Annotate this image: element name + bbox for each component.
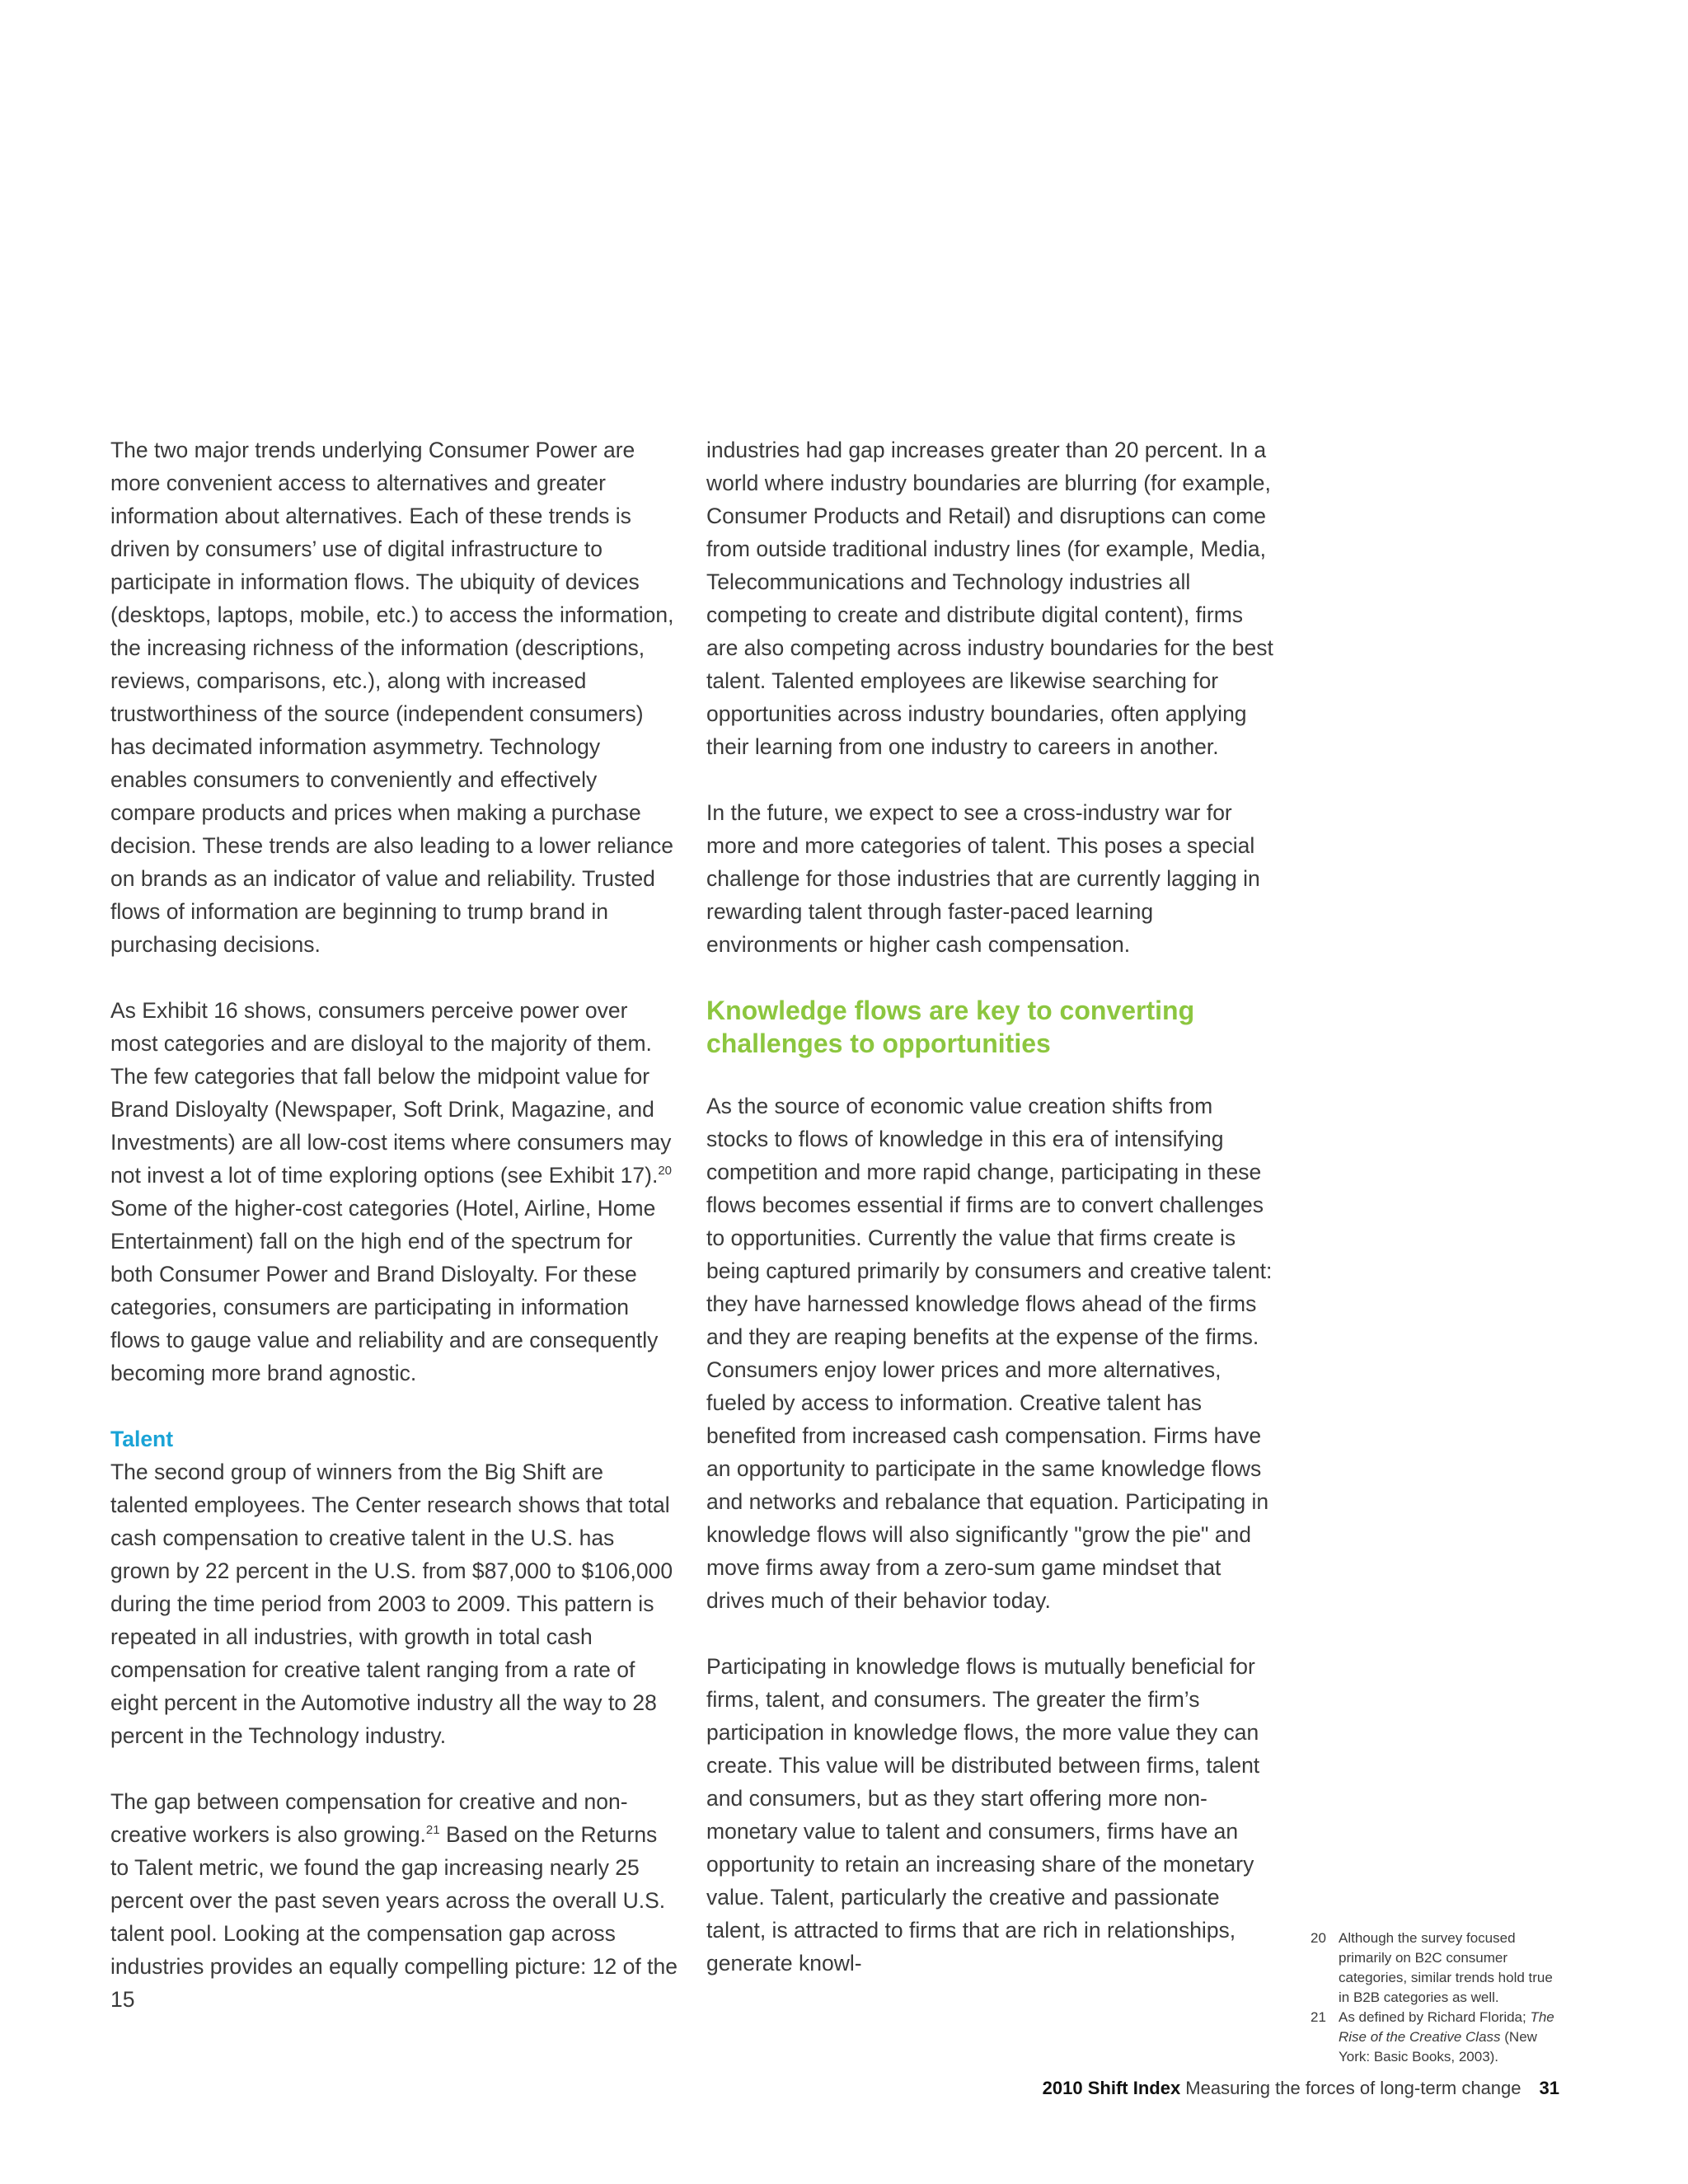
page-number: 31: [1539, 2078, 1559, 2098]
footnote-number: 20: [1311, 1930, 1326, 1946]
page-footer: [1043, 2076, 1559, 2101]
left-column: [110, 434, 679, 2016]
body-paragraph: The second group of winners from the Big Shift are talented employees. The Center research shows that total cash compensation to creative talent in the U.S. has grown by 22 percent in the U.S. from $87,000 to $106,000 during the time period from 2003 to 2009. This pattern is repeated in all industries, with growth in total cash compensation for creative talent ranging from a rate of eight percent in the Automotive industry all the way to 28 percent in the Technology industry.: [110, 1460, 673, 1748]
footnote-number: 21: [1311, 2009, 1326, 2025]
body-paragraph: industries had gap increases greater than 20 percent. In a world where industry boundaries are blurring (for example, Consumer Products and Retail) and disruptions can come from outside traditional industry lines (for example, Media, Telecommunications and Technology industries all competing to create and distribute digital content), firms are also competing across industry boundaries for the best talent. Talented employees are likewise searching for opportunities across industry boundaries, often applying their learning from one industry to careers in another.: [706, 438, 1273, 759]
publication-subtitle: Measuring the forces of long-term change: [1180, 2078, 1522, 2098]
body-paragraph: In the future, we expect to see a cross-industry war for more and more categories of talent. This poses a special challenge for those industries that are currently lagging in rewarding talent through faster-paced learning environments or higher cash compensation.: [706, 800, 1260, 957]
body-paragraph: As the source of economic value creation shifts from stocks to flows of knowledge in this era of intensifying competition and more rapid change, participating in these flows becomes essential if firms are to convert challenges to opportunities. Currently the value that firms create is being captured primarily by consumers and creative talent: they have harnessed knowledge flows ahead of the firms and they are reaping benefits at the expense of the firms. Consumers enjoy lower prices and more alternatives, fueled by access to information. Creative talent has benefited from increased cash compensation. Firms have an opportunity to participate in the same knowledge flows and networks and rebalance that equation. Participating in knowledge flows will also significantly "grow the pie" and move firms away from a zero-sum game mindset that drives much of their behavior today.: [706, 1094, 1273, 1613]
footnote: [1311, 1929, 1558, 2008]
body-paragraph: As Exhibit 16 shows, consumers perceive power over most categories and are disloyal to the majority of them. The few categories that fall below the midpoint value for Brand Disloyalty (Newspaper, Soft Drink, Magazine, and Investments) are all low-cost items where consumers may not invest a lot of time exploring options (see Exhibit 17).$^{20}$ Some of the higher-cost categories (Hotel, Airline, Home Entertainment) fall on the high end of the spectrum for both Consumer Power and Brand Disloyalty. For these categories, consumers are participating in information flows to gauge value and reliability and are consequently becoming more brand agnostic.: [110, 998, 673, 1385]
footnote: [1311, 2008, 1558, 2067]
section-heading: Knowledge flows are key to converting challenges to opportunities: [706, 996, 1195, 1058]
footnote-ref[interactable]: 20: [658, 1164, 673, 1179]
footnote-text: As defined by Richard Florida; The Rise of the Creative Class (New York: Basic Books, 2003).: [1339, 2009, 1554, 2064]
footnote-ref[interactable]: 21: [425, 1823, 440, 1838]
talent-heading: Talent: [110, 1427, 174, 1451]
footnote-text: Although the survey focused primarily on B2C consumer categories, similar trends hold true in B2B categories as well.: [1339, 1930, 1553, 2005]
body-paragraph: The two major trends underlying Consumer Power are more convenient access to alternatives and greater information about alternatives. Each of these trends is driven by consumers’ use of digital infrastructure to participate in information flows. The ubiquity of devices (desktops, laptops, mobile, etc.) to access the information, the increasing richness of the information (descriptions, reviews, comparisons, etc.), along with increased trustworthiness of the source (independent consumers) has decimated information asymmetry. Technology enables consumers to conveniently and effectively compare products and prices when making a purchase decision. These trends are also leading to a lower reliance on brands as an indicator of value and reliability. Trusted flows of information are beginning to trump brand in purchasing decisions.: [110, 438, 674, 957]
footnotes: [1311, 1929, 1558, 2067]
body-paragraph: Participating in knowledge flows is mutually beneficial for firms, talent, and consumers. The greater the firm’s participation in knowledge flows, the more value they can create. This value will be distributed between firms, talent and consumers, but as they start offering more non-monetary value to talent and consumers, firms have an opportunity to retain an increasing share of the monetary value. Talent, particularly the creative and passionate talent, is attracted to firms that are rich in relationships, generate knowl-: [706, 1654, 1260, 1975]
body-paragraph: The gap between compensation for creative and non-creative workers is also growing.$^{21}$ Based on the Returns to Talent metric, we found the gap increasing nearly 25 percent over the past seven years across the overall U.S. talent pool. Looking at the compensation gap across industries provides an equally compelling picture: 12 of the 15: [110, 1789, 678, 2012]
publication-title: 2010 Shift Index: [1042, 2078, 1181, 2098]
right-column: [706, 434, 1275, 1980]
